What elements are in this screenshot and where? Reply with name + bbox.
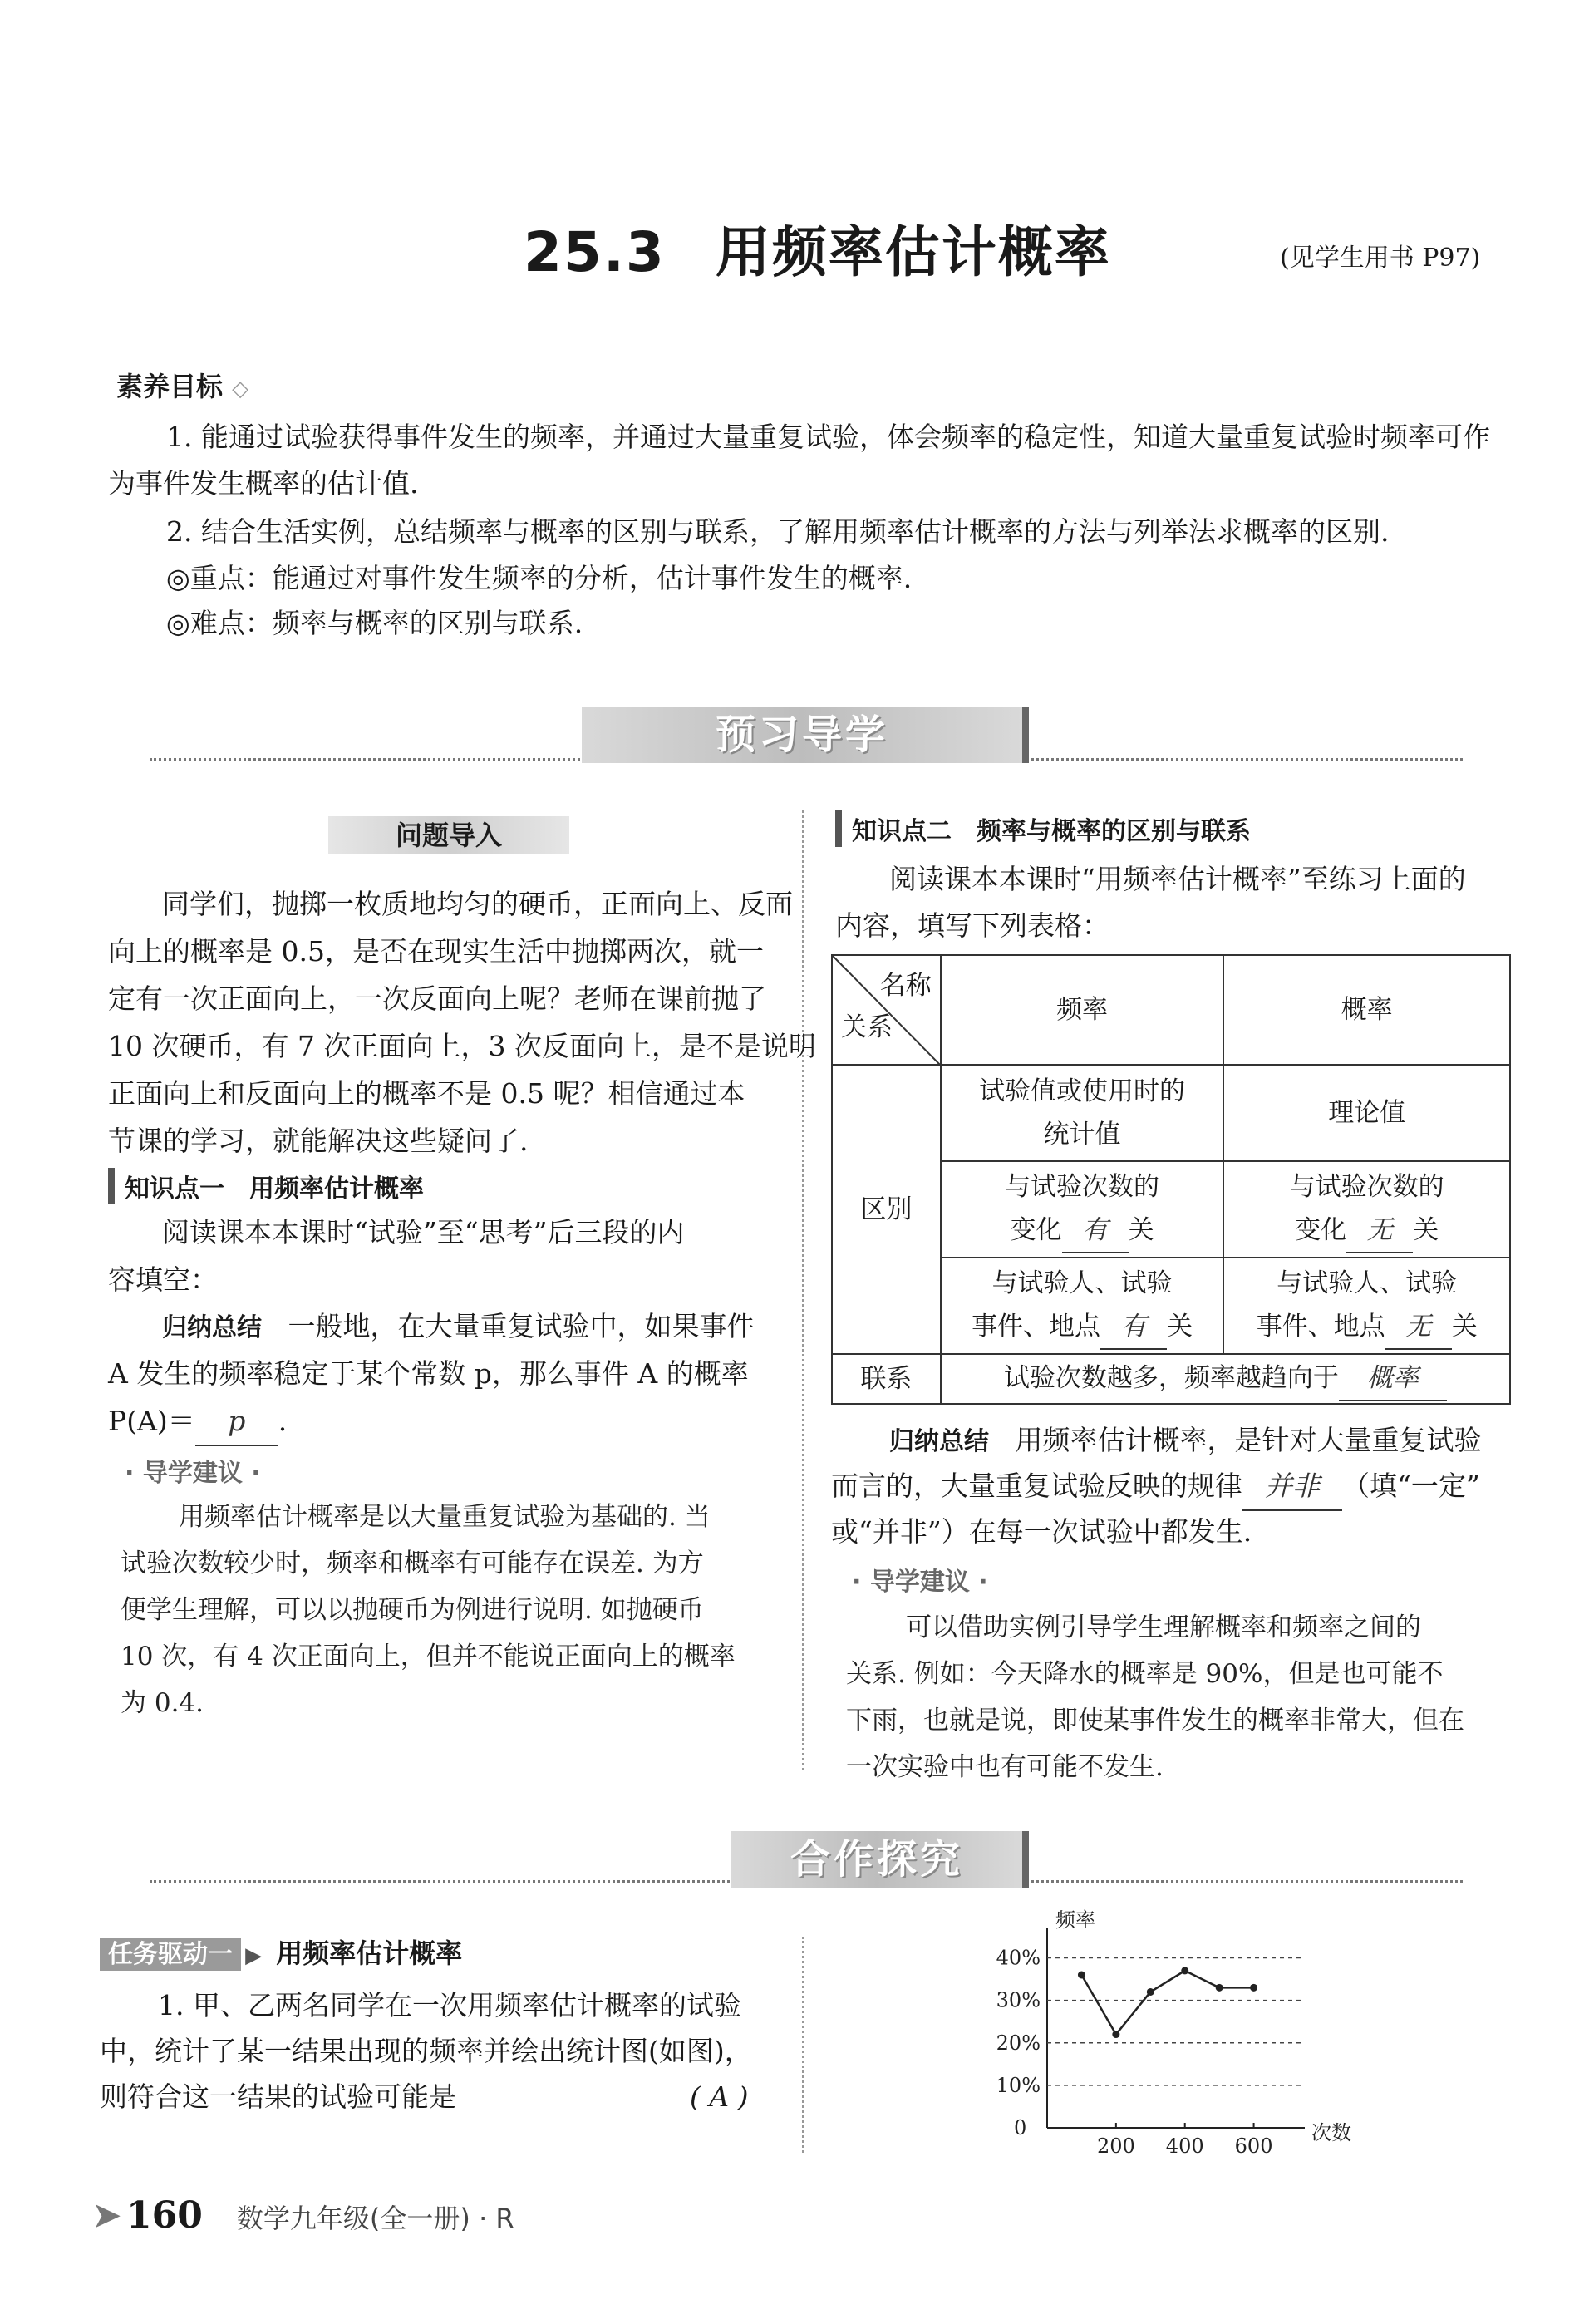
cell-text: 与试验人、试验 xyxy=(1277,1268,1458,1298)
kp2-summary-line-2 xyxy=(831,1463,1480,1511)
cell-text: 事件、地点 xyxy=(1256,1312,1385,1342)
page-title xyxy=(524,208,1111,287)
kp1-read-line-1: 阅读课本本课时“试验”至“思考”后三段的内 xyxy=(162,1216,685,1248)
goal-1-line-2: 为事件发生概率的估计值. xyxy=(108,467,419,500)
kp1-tip-line: 用频率估计概率是以大量重复试验为基础的. 当 xyxy=(179,1502,711,1532)
goal-1-line-1: 1. 能通过试验获得事件发生的频率，并通过大量重复试验，体会频率的稳定性，知道大量重复试验时频率可作 xyxy=(166,421,1490,453)
kp1-summary-label: 归纳总结 xyxy=(162,1313,262,1342)
kp2-answer-blank: 并非 xyxy=(1242,1463,1342,1511)
kp1-tip-heading: · 导学建议 · xyxy=(125,1459,261,1488)
kp1-summary-line-1 xyxy=(162,1303,754,1352)
kp1-tip-line: 便学生理解，可以以抛硬币为例进行说明. 如抛硬币 xyxy=(121,1595,704,1625)
cell-fill-line xyxy=(1225,1305,1508,1350)
frequency-series-line xyxy=(1081,1971,1253,2035)
question-line-3: 则符合这一结果的试验可能是 xyxy=(100,2080,456,2113)
section-number: 25.3 xyxy=(524,220,666,284)
data-point xyxy=(1216,1984,1223,1992)
col-header-frequency: 频率 xyxy=(941,955,1224,1065)
kp1-heading: 知识点一 用频率估计概率 xyxy=(108,1168,424,1204)
data-point xyxy=(1112,2031,1119,2038)
question-line-1: 1. 甲、乙两名同学在一次用频率估计概率的试验 xyxy=(158,1989,741,2021)
origin-label: 0 xyxy=(1014,2116,1027,2139)
cell-prob-person xyxy=(1223,1258,1510,1354)
intro-line: 节课的学习，就能解决这些疑问了. xyxy=(108,1125,529,1157)
book-reference: (见学生用书 P97) xyxy=(1280,244,1481,273)
banner-cooperative-inquiry: 合作探究 xyxy=(731,1831,1029,1888)
answer-blank: 有 xyxy=(1062,1209,1129,1253)
kp1-tip-line: 10 次，有 4 次正面向上，但并不能说正面向上的概率 xyxy=(121,1642,736,1672)
cell-text: 试验次数越多，频率越趋向于 xyxy=(1003,1363,1339,1393)
bookmark-icon: ➤ xyxy=(91,2194,122,2237)
kp1-answer-p: p xyxy=(195,1398,278,1446)
frequency-line-chart xyxy=(956,1908,1351,2158)
goal-2: 2. 结合生活实例，总结频率与概率的区别与联系，了解用频率估计概率的方法与列举法求概率的区别. xyxy=(166,515,1390,548)
corner-relation-label: 关系 xyxy=(841,1012,893,1042)
cell-text: 试验值或使用时的 xyxy=(979,1076,1186,1106)
answer-blank: 概率 xyxy=(1339,1356,1447,1401)
table-corner xyxy=(832,955,941,1065)
cell-text: 关 xyxy=(1128,1215,1154,1245)
cell-fill-line xyxy=(1225,1209,1508,1253)
column-divider xyxy=(802,810,804,1770)
corner-name-label: 名称 xyxy=(879,971,932,1001)
kp2-tip-line: 一次实验中也有可能不发生. xyxy=(846,1752,1164,1782)
kp2-tip-line: 下雨，也就是说，即使某事件发生的概率非常大，但在 xyxy=(846,1706,1464,1736)
answer-blank: 有 xyxy=(1100,1305,1167,1350)
cell-text: 变化 xyxy=(1295,1215,1347,1245)
kp2-summary-post: （填“一定” xyxy=(1342,1470,1480,1502)
data-point xyxy=(1078,1972,1085,1979)
diamond-icon: ◇ xyxy=(232,377,249,401)
col-header-probability: 概率 xyxy=(1223,955,1510,1065)
y-tick-label: 10% xyxy=(996,2073,1041,2097)
question-line-2: 中，统计了某一结果出现的频率并绘出统计图(如图)， xyxy=(100,2035,752,2067)
page-number: 160 xyxy=(125,2194,203,2237)
cell-text: 关 xyxy=(1413,1215,1439,1245)
kp2-tip-line: 可以借助实例引导学生理解概率和频率之间的 xyxy=(906,1613,1421,1642)
question-answer: ( A ) xyxy=(690,2080,749,2113)
cell-prob-nature: 理论值 xyxy=(1223,1065,1510,1161)
intro-heading: 问题导入 xyxy=(395,820,502,851)
intro-line: 定有一次正面向上，一次反面向上呢？老师在课前抛了 xyxy=(108,982,766,1015)
goals-heading-text: 素养目标 xyxy=(116,371,224,402)
kp1-summary-text: 一般地，在大量重复试验中，如果事件 xyxy=(288,1310,755,1342)
kp2-tip-heading: · 导学建议 · xyxy=(852,1568,988,1597)
cell-fill-line xyxy=(942,1209,1223,1253)
kp2-summary-pre: 而言的，大量重复试验反映的规律 xyxy=(831,1470,1242,1502)
y-tick-label: 20% xyxy=(996,2031,1041,2055)
cell-text: 与试验人、试验 xyxy=(991,1268,1173,1298)
cell-fill-line xyxy=(942,1305,1223,1350)
cell-text: 关 xyxy=(1167,1312,1193,1342)
cell-text: 与试验次数的 xyxy=(1289,1172,1444,1202)
kp1-tip-line: 试验次数较少时，频率和概率有可能存在误差. 为方 xyxy=(121,1549,704,1578)
data-point xyxy=(1147,1988,1154,1996)
key-point: ◎重点：能通过对事件发生频率的分析，估计事件发生的概率. xyxy=(166,562,913,594)
y-tick-label: 40% xyxy=(996,1946,1041,1970)
y-axis-label: 频率 xyxy=(1055,1908,1095,1932)
kp1-tip-line: 为 0.4. xyxy=(121,1688,204,1718)
kp2-summary-text: 用频率估计概率，是针对大量重复试验 xyxy=(1015,1424,1482,1456)
cell-text: 事件、地点 xyxy=(972,1312,1101,1342)
task-divider xyxy=(802,1937,804,2153)
footer xyxy=(91,2194,514,2237)
cell-text: 关 xyxy=(1451,1312,1478,1342)
cell-text: 变化 xyxy=(1010,1215,1062,1245)
banner-preview-study: 预习导学 xyxy=(582,707,1029,763)
x-axis-label: 次数 xyxy=(1311,2121,1351,2144)
cell-text: 统计值 xyxy=(1043,1120,1121,1150)
kp2-summary-line-3: 或“并非”）在每一次试验中都发生. xyxy=(831,1515,1252,1548)
comparison-table xyxy=(831,954,1511,1405)
kp2-read-line-1: 阅读课本本课时“用频率估计概率”至练习上面的 xyxy=(889,863,1466,895)
kp2-summary-line-1 xyxy=(889,1417,1481,1465)
kp1-summary-line-3 xyxy=(108,1398,287,1446)
kp2-tip-line: 关系. 例如：今天降水的概率是 90%，但是也可能不 xyxy=(846,1659,1444,1689)
row-header-connection: 联系 xyxy=(832,1354,941,1404)
book-title: 数学九年级(全一册) · R xyxy=(236,2203,514,2234)
kp1-formula-suffix: . xyxy=(278,1405,288,1437)
intro-heading-bar xyxy=(328,816,569,854)
cell-text: 与试验次数的 xyxy=(1005,1172,1160,1202)
arrow-icon: ▶ xyxy=(245,1943,263,1968)
cell-freq-person xyxy=(941,1258,1224,1354)
intro-line: 同学们，抛掷一枚质地均匀的硬币，正面向上、反面 xyxy=(162,888,793,920)
x-tick-label: 400 xyxy=(1165,2134,1204,2158)
task-tag: 任务驱动一 xyxy=(100,1938,241,1971)
kp2-heading: 知识点二 频率与概率的区别与联系 xyxy=(835,810,1251,847)
kp1-read-line-2: 容填空： xyxy=(108,1263,218,1296)
kp2-summary-label: 归纳总结 xyxy=(889,1427,989,1456)
cell-freq-nature xyxy=(941,1065,1224,1161)
task-heading: 用频率估计概率 xyxy=(276,1937,463,1969)
data-point xyxy=(1181,1967,1188,1974)
kp2-read-line-2: 内容，填写下列表格： xyxy=(835,909,1109,942)
kp1-summary-line-2: A 发生的频率稳定于某个常数 p，那么事件 A 的概率 xyxy=(108,1357,749,1390)
cell-connection xyxy=(941,1354,1510,1404)
x-tick-label: 600 xyxy=(1234,2134,1273,2158)
cell-prob-count xyxy=(1223,1161,1510,1258)
answer-blank: 无 xyxy=(1346,1209,1413,1253)
task-heading-row xyxy=(100,1933,462,1971)
row-header-difference: 区别 xyxy=(832,1065,941,1354)
intro-line: 向上的概率是 0.5，是否在现实生活中抛掷两次，就一 xyxy=(108,935,764,968)
intro-line: 10 次硬币，有 7 次正面向上，3 次反面向上，是不是说明 xyxy=(108,1030,816,1062)
answer-blank: 无 xyxy=(1385,1305,1452,1350)
intro-line: 正面向上和反面向上的概率不是 0.5 呢？相信通过本 xyxy=(108,1077,745,1110)
data-point xyxy=(1250,1984,1257,1992)
section-title: 用频率估计概率 xyxy=(715,220,1111,284)
y-tick-label: 30% xyxy=(996,1988,1041,2012)
goals-heading xyxy=(116,366,248,404)
kp1-formula-prefix: P(A)＝ xyxy=(108,1405,195,1437)
x-tick-label: 200 xyxy=(1096,2134,1135,2158)
difficult-point: ◎难点：频率与概率的区别与联系. xyxy=(166,607,583,639)
cell-freq-count xyxy=(941,1161,1224,1258)
